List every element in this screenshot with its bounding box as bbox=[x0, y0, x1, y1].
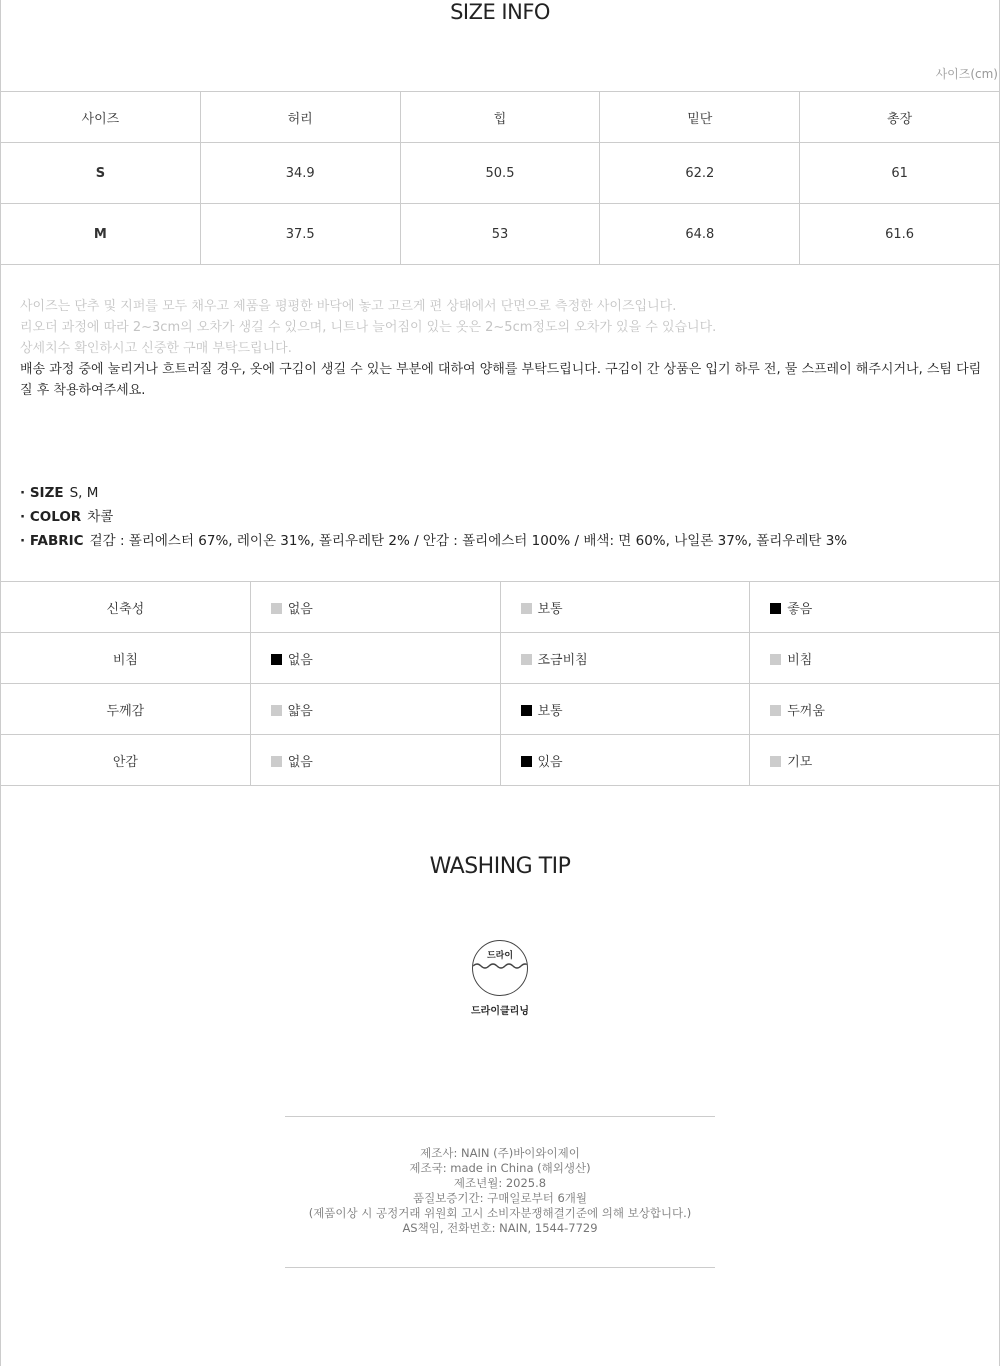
feel-option-label: 있음 bbox=[537, 754, 563, 770]
footer-line: (제품이상 시 공정거래 위원회 고시 소비자분쟁해결기준에 의해 보상합니다.) bbox=[308, 1206, 692, 1220]
dry-clean-item bbox=[470, 940, 530, 1017]
size-notes bbox=[20, 296, 990, 401]
feel-option-label: 없음 bbox=[287, 754, 313, 770]
value-cell: 37.5 bbox=[200, 204, 400, 265]
unchecked-square-icon bbox=[521, 654, 532, 665]
value-cell: 61.6 bbox=[800, 204, 1000, 265]
spec-value: 겉감 : 폴리에스터 67%, 레이온 31%, 폴리우레탄 2% / 안감 : 폴리에스터 100% / 배색: 면 60%, 나일론 37%, 폴리우레탄 3% bbox=[89, 533, 848, 549]
dry-clean-icon-label: 드라이 bbox=[486, 951, 514, 961]
footer-line: AS책임, 전화번호: NAIN, 1544-7729 bbox=[402, 1221, 598, 1235]
size-table-header bbox=[1, 92, 1000, 143]
spec-label: · SIZE bbox=[20, 485, 64, 501]
feel-option bbox=[250, 735, 500, 786]
feel-option bbox=[500, 582, 750, 633]
table-row bbox=[1, 582, 1000, 633]
unchecked-square-icon bbox=[770, 654, 781, 665]
footer-line: 제조사: NAIN (주)바이와이제이 bbox=[420, 1146, 580, 1160]
unchecked-square-icon bbox=[770, 705, 781, 716]
feel-option-label: 좋음 bbox=[787, 601, 813, 617]
feel-option bbox=[500, 633, 750, 684]
size-unit: 사이즈(cm) bbox=[935, 67, 998, 81]
unchecked-square-icon bbox=[770, 756, 781, 767]
feel-option bbox=[750, 582, 1000, 633]
feel-option-label: 비침 bbox=[787, 652, 813, 668]
dry-clean-caption: 드라이클리닝 bbox=[471, 1006, 529, 1017]
product-specs bbox=[20, 481, 847, 553]
note-line: 사이즈는 단추 및 지퍼를 모두 채우고 제품을 평평한 바닥에 놓고 고르게 편 상태에서 단면으로 측정한 사이즈입니다. bbox=[20, 299, 677, 314]
header-cell: 총장 bbox=[800, 92, 1000, 143]
header-cell: 밑단 bbox=[600, 92, 800, 143]
value-cell: 50.5 bbox=[400, 143, 600, 204]
feel-option bbox=[500, 684, 750, 735]
washing-tip-title: WASHING TIP bbox=[429, 854, 571, 879]
feel-option bbox=[500, 735, 750, 786]
wave-line-icon bbox=[473, 961, 528, 971]
header-cell: 사이즈 bbox=[1, 92, 201, 143]
unchecked-square-icon bbox=[521, 603, 532, 614]
spec-label: · COLOR bbox=[20, 509, 82, 525]
feel-label: 신축성 bbox=[1, 582, 251, 633]
spec-color bbox=[20, 505, 847, 529]
feel-option-label: 보통 bbox=[537, 601, 563, 617]
shipping-note: 배송 과정 중에 눌리거나 흐트러질 경우, 옷에 구김이 생길 수 있는 부분에 대하여 양해를 부탁드립니다. 구김이 간 상품은 입기 하루 전, 물 스프레이 해주시거나, 스팀 다림질 후 착용하여주세요. bbox=[20, 362, 982, 398]
unchecked-square-icon bbox=[271, 756, 282, 767]
spec-label: · FABRIC bbox=[20, 533, 84, 549]
feel-option-label: 보통 bbox=[537, 703, 563, 719]
header-cell: 힙 bbox=[400, 92, 600, 143]
feel-option bbox=[750, 633, 1000, 684]
footer-line: 제조년월: 2025.8 bbox=[453, 1176, 547, 1190]
spec-fabric bbox=[20, 529, 847, 553]
fabric-feel-table bbox=[0, 581, 1000, 786]
footer-line: 품질보증기간: 구매일로부터 6개월 bbox=[412, 1191, 588, 1205]
checked-square-icon bbox=[521, 705, 532, 716]
header-cell: 허리 bbox=[200, 92, 400, 143]
table-row bbox=[1, 204, 1000, 265]
dry-clean-icon bbox=[472, 940, 528, 996]
value-cell: 34.9 bbox=[200, 143, 400, 204]
unchecked-square-icon bbox=[271, 603, 282, 614]
feel-option bbox=[250, 684, 500, 735]
table-row bbox=[1, 735, 1000, 786]
feel-option bbox=[250, 582, 500, 633]
checked-square-icon bbox=[521, 756, 532, 767]
feel-option-label: 없음 bbox=[287, 652, 313, 668]
feel-option-label: 없음 bbox=[287, 601, 313, 617]
value-cell: 62.2 bbox=[600, 143, 800, 204]
feel-option-label: 얇음 bbox=[287, 703, 313, 719]
divider bbox=[285, 1267, 715, 1268]
manufacturer-info bbox=[0, 1146, 1000, 1236]
feel-option-label: 기모 bbox=[787, 754, 813, 770]
note-line: 리오더 과정에 따라 2~3cm의 오차가 생길 수 있으며, 니트나 늘어짐이 있는 옷은 2~5cm정도의 오차가 있을 수 있습니다. bbox=[20, 320, 717, 335]
feel-option bbox=[250, 633, 500, 684]
value-cell: 53 bbox=[400, 204, 600, 265]
value-cell: 61 bbox=[800, 143, 1000, 204]
feel-label: 안감 bbox=[1, 735, 251, 786]
table-row bbox=[1, 633, 1000, 684]
footer-line: 제조국: made in China (해외생산) bbox=[409, 1161, 591, 1175]
spec-value: 차콜 bbox=[87, 509, 114, 525]
table-row bbox=[1, 143, 1000, 204]
feel-option bbox=[750, 684, 1000, 735]
checked-square-icon bbox=[271, 654, 282, 665]
unchecked-square-icon bbox=[271, 705, 282, 716]
spec-size bbox=[20, 481, 847, 505]
note-line: 상세치수 확인하시고 신중한 구매 부탁드립니다. bbox=[20, 341, 292, 356]
checked-square-icon bbox=[770, 603, 781, 614]
size-cell: M bbox=[1, 204, 201, 265]
size-table bbox=[0, 91, 1000, 265]
feel-option bbox=[750, 735, 1000, 786]
feel-option-label: 두꺼움 bbox=[787, 703, 825, 719]
feel-label: 두께감 bbox=[1, 684, 251, 735]
table-row bbox=[1, 684, 1000, 735]
feel-option-label: 조금비침 bbox=[537, 652, 588, 668]
spec-value: S, M bbox=[69, 485, 99, 501]
divider bbox=[285, 1116, 715, 1117]
value-cell: 64.8 bbox=[600, 204, 800, 265]
size-info-title: SIZE INFO bbox=[450, 0, 550, 24]
feel-label: 비침 bbox=[1, 633, 251, 684]
size-cell: S bbox=[1, 143, 201, 204]
